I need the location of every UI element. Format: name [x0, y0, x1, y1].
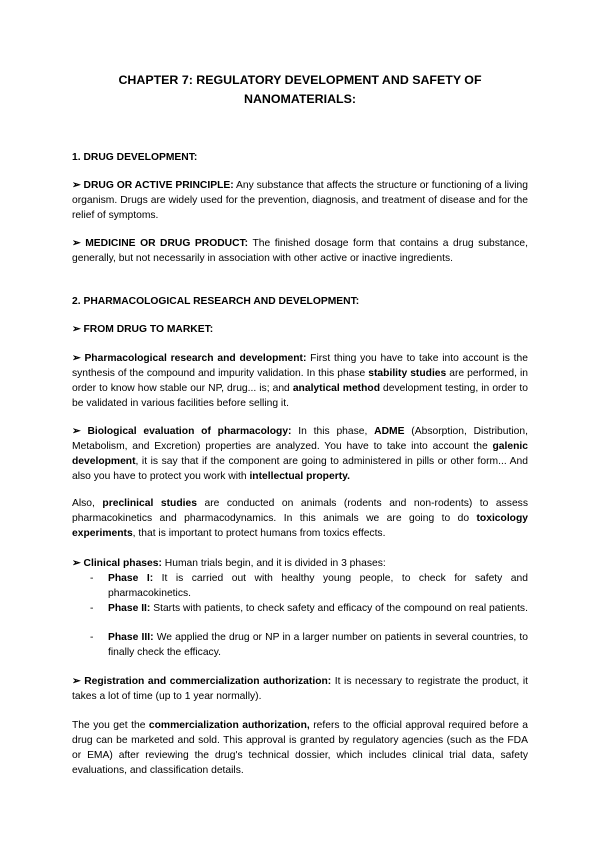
- drug-text: Any substance that affects the structure or functioning of a living organism. Drugs are widely used for the prevention, diagnosis, and treatment of disease and for the relief of symptoms.: [72, 180, 528, 221]
- registration-paragraph: [72, 674, 528, 704]
- arrow-bullet-icon: ➢: [72, 324, 81, 335]
- preclinical-text-2: are conducted on animals (rodents and non-rodents) to assess pharmacokinetics and pharmacodynamics. In this animals we are going to do: [72, 498, 528, 524]
- arrow-bullet-icon: ➢: [72, 353, 81, 364]
- authorization-text-2: refers to the official approval required before a drug can be marketed and sold. This approval is granted by regulatory agencies (such as the FDA or EMA) after reviewing the drug's technical dossier, which includes clinical trial data, safety evaluations, and classification details.: [72, 720, 529, 776]
- authorization-text-1: The you get the: [72, 720, 149, 731]
- pharm-bold-2: analytical method: [292, 383, 380, 394]
- registration-text: It is necessary to registrate the product, it takes a lot of time (up to 1 year normally).: [72, 676, 528, 702]
- preclinical-paragraph: [72, 496, 528, 541]
- chapter-title-line1: CHAPTER 7: REGULATORY DEVELOPMENT AND SAFETY OF: [118, 73, 482, 87]
- arrow-bullet-icon: ➢: [72, 426, 81, 437]
- list-item: [90, 630, 528, 660]
- authorization-paragraph: [72, 718, 528, 778]
- bio-bold-1: ADME: [374, 426, 405, 437]
- arrow-bullet-icon: ➢: [72, 180, 81, 191]
- pharm-bold-1: stability studies: [368, 368, 447, 379]
- phase-term: Phase III:: [108, 632, 154, 643]
- arrow-bullet-icon: ➢: [72, 676, 81, 687]
- pharm-paragraph: [72, 351, 528, 411]
- bio-text-2: (Absorption, Distribution, Metabolism, and Excretion) properties are analyzed. You have to take into account the: [72, 426, 528, 452]
- bio-bold-3: intellectual property.: [249, 471, 350, 482]
- dash-bullet: -: [90, 603, 94, 614]
- phase-term: Phase I:: [108, 573, 154, 584]
- market-heading: [72, 322, 528, 337]
- clinical-intro: [72, 556, 528, 571]
- phase-term: Phase II:: [108, 603, 151, 614]
- pharm-term: Pharmacological research and development:: [84, 353, 307, 364]
- list-item: [90, 571, 528, 601]
- preclinical-bold-2: toxicology experiments: [72, 513, 528, 539]
- chapter-title: [72, 71, 528, 109]
- bio-paragraph: [72, 424, 528, 484]
- pharm-text-2: are performed, in order to know how stable our NP, drug... is; and: [72, 368, 528, 394]
- medicine-text: The finished dosage form that contains a drug substance, generally, but not necessarily in association with other active or inactive ingredients.: [72, 238, 528, 264]
- phase-text: We applied the drug or NP in a larger number on patients in several countries, to finally check the efficacy.: [108, 632, 528, 658]
- bio-bold-2: galenic development: [72, 441, 528, 467]
- preclinical-text-3: , that is important to protect humans from toxics effects.: [132, 528, 386, 539]
- phase-text: Starts with patients, to check safety and efficacy of the compound on real patients.: [150, 603, 528, 614]
- authorization-bold-1: commercialization authorization,: [148, 720, 310, 731]
- drug-definition: [72, 178, 528, 223]
- section-2-heading: 2. PHARMACOLOGICAL RESEARCH AND DEVELOPMENT:: [72, 296, 360, 307]
- dash-bullet: -: [90, 573, 94, 584]
- list-item: [90, 601, 528, 616]
- medicine-term: MEDICINE OR DRUG PRODUCT:: [85, 238, 249, 249]
- bio-text-1: In this phase,: [291, 426, 375, 437]
- bio-text-3: , it is say that if the component are going to administered in pills or other form... And also you have to protect you work with: [72, 456, 528, 482]
- drug-term: DRUG OR ACTIVE PRINCIPLE:: [83, 180, 234, 191]
- arrow-bullet-icon: ➢: [72, 238, 81, 249]
- phase-text: It is carried out with healthy young people, to check for safety and pharmacokinetics.: [108, 573, 528, 599]
- pharm-text-3: development testing, in order to be validated in various facilities before selling it.: [72, 383, 528, 409]
- clinical-term: Clinical phases:: [83, 558, 162, 569]
- section-1-heading: 1. DRUG DEVELOPMENT:: [72, 152, 198, 163]
- bio-term: Biological evaluation of pharmacology:: [87, 426, 292, 437]
- pharm-text-1: First thing you have to take into account is the synthesis of the compound and impurity validation. In this phase: [72, 353, 528, 379]
- medicine-definition: [72, 236, 528, 266]
- market-heading-text: FROM DRUG TO MARKET:: [83, 324, 214, 335]
- preclinical-text-1: Also,: [72, 498, 103, 509]
- preclinical-bold-1: preclinical studies: [102, 498, 197, 509]
- registration-term: Registration and commercialization authorization:: [84, 676, 332, 687]
- arrow-bullet-icon: ➢: [72, 558, 81, 569]
- chapter-title-line2: NANOMATERIALS:: [244, 92, 356, 106]
- dash-bullet: -: [90, 632, 94, 643]
- clinical-text: Human trials begin, and it is divided in 3 phases:: [161, 558, 386, 569]
